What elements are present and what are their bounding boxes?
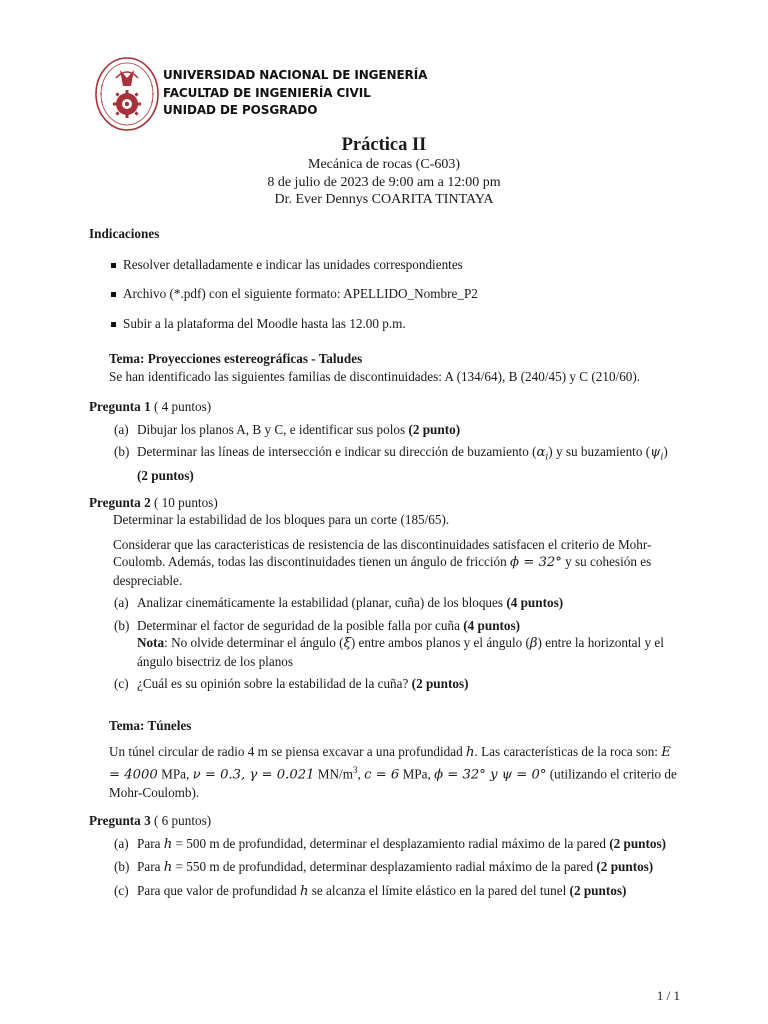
indicaciones-list [89,256,681,333]
pregunta-1 [89,398,681,485]
bullet-square-icon [111,292,116,297]
list-item: Archivo (*.pdf) con el siguiente formato: APELLIDO_Nombre_P2 [89,285,681,303]
pregunta-2-c: (c) ¿Cuál es su opinión sobre la estabilidad de la cuña? (2 puntos) [114,676,469,692]
university-seal-logo [94,56,160,132]
unit-name: UNIDAD DE POSGRADO [163,103,318,117]
pregunta-3-a: (a) Para h = 500 m de profundidad, determinar el desplazamiento radial máximo de la pared (2 puntos) [114,835,667,852]
tema-tuneles-text: Un túnel circular de radio 4 m se piensa excavar a una profundidad h. Las características de la roca son: E = 4000 MPa, ν = 0.3, γ = 0.021 $MN/m^3$, c = 6 MPa, ϕ = 32° y ψ = 0° (utilizando el criterio de Mohr-Coulomb). [109,744,677,800]
university-name: UNIVERSIDAD NACIONAL DE INGENERÍA [163,68,428,82]
pregunta-2-a: (a) Analizar cinemáticamente la estabilidad (planar, cuña) de los bloques (4 puntos) [114,595,564,611]
pregunta-3-c: (c) Para que valor de profundidad h se alcanza el límite elástico en la pared del tunel (2 puntos) [114,882,627,899]
pregunta-3-label: Pregunta 3 [89,813,151,829]
pregunta-3-b: (b) Para h = 550 m de profundidad, determinar desplazamiento radial máximo de la pared (2 puntos) [114,859,654,876]
page-number: 1 / 1 [656,988,680,1003]
pregunta-3 [89,812,681,900]
indicaciones-heading: Indicaciones [89,226,160,241]
course-name: Mecánica de rocas (C-603) [308,157,460,172]
bullet-square-icon [111,322,116,327]
tema-taludes-heading: Tema: Proyecciones estereográficas - Taludes [109,351,363,366]
pregunta-1-b: (b) Determinar las líneas de intersección e indicar su dirección de buzamiento $(\alpha_i)$ y su buzamiento $(\psi_i)$ (2 puntos) [114,444,668,484]
pregunta-1-label: Pregunta 1 [89,399,151,414]
bullet-square-icon [111,263,116,268]
tema-taludes-text: Se han identificado las siguientes familias de discontinuidades: A (134/64), B (240/45) y C (210/60). [109,368,641,384]
list-item: Subir a la plataforma del Moodle hasta las 12.00 p.m. [89,315,681,333]
pregunta-2-points: ( 10 puntos) [153,494,218,510]
pregunta-3-points: ( 6 puntos) [153,813,212,829]
list-item: Resolver detalladamente e indicar las unidades correspondientes [89,256,681,274]
title-block [0,134,768,209]
pregunta-2-label: Pregunta 2 [89,494,151,510]
exam-date: 8 de julio de 2023 de 9:00 am a 12:00 pm [267,174,501,190]
professor-name: Dr. Ever Dennys COARITA TINTAYA [274,192,494,207]
note-label: Nota [137,635,165,651]
tema-tuneles [89,717,681,801]
exam-content [89,225,681,900]
tema-tuneles-heading: Tema: Túneles [109,717,192,733]
pregunta-2-conditions: Considerar que las caracteristicas de resistencia de las discontinuidades satisfacen el criterio de Mohr-Coulomb. Además, todas las discontinuidades tienen un ángulo de fricción ϕ = 32° y su cohesión es despreciable. [113,536,652,588]
pregunta-2-intro: Determinar la estabilidad de los bloques para un corte (185/65). [113,512,450,528]
pregunta-1-a: (a) Dibujar los planos A, B y C, e identificar sus polos (2 punto) [114,421,461,437]
pregunta-2 [89,494,681,693]
pregunta-1-points: ( 4 puntos) [153,399,212,414]
pregunta-2-b: (b) Determinar el factor de seguridad de la posible falla por cuña (4 puntos) Nota: No olvide determinar el ángulo (ξ) entre ambos planos y el ángulo (β) entre la horizontal y el ángulo bisectriz de los planos [114,617,664,669]
page-title: Práctica II [341,135,427,155]
institution-header [163,67,427,120]
faculty-name: FACULTAD DE INGENIERÍA CIVIL [163,85,371,100]
tema-taludes [89,350,681,385]
